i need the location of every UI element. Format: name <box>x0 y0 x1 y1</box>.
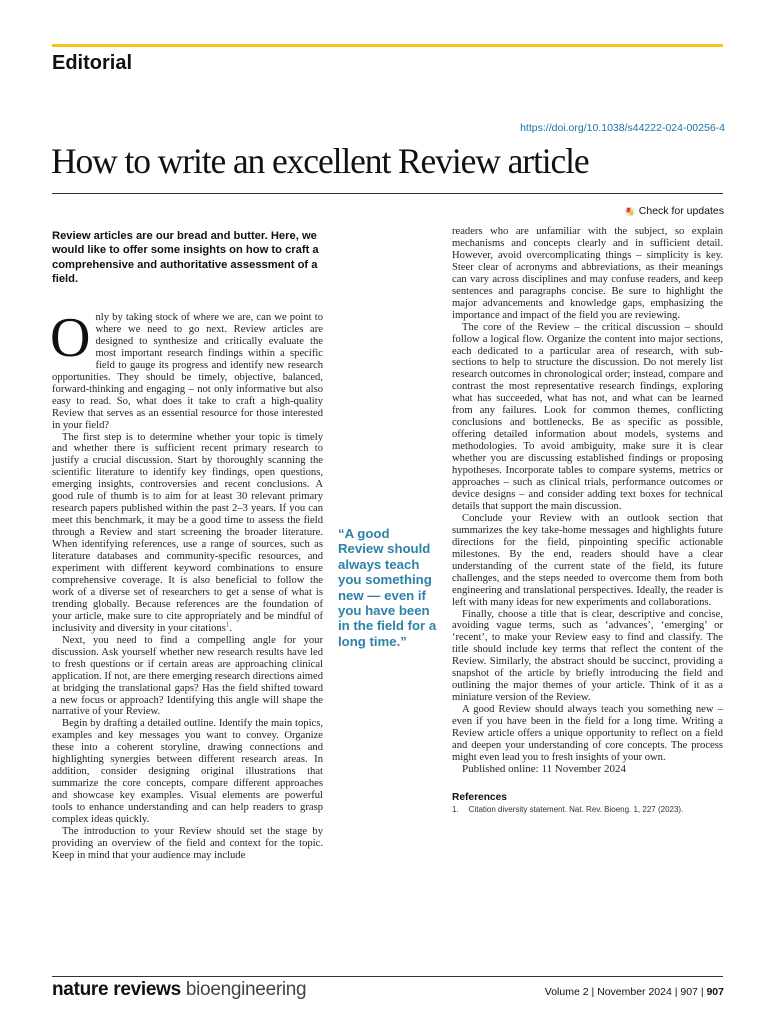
pull-quote: “A good Review should always teach you something new — even if you have been in the field for a long time.” <box>338 526 437 649</box>
check-updates-label: Check for updates <box>638 205 724 217</box>
reference-number: 1. <box>452 804 459 814</box>
body-paragraph: Only by taking stock of where we are, can we point to where we need to go next. Review articles are designed to synthesize and critically evaluate the most important research findings within a specific field to gauge its progress and identify new research opportunities. They should be timely, objective, balanced, forward-thinking and engaging – not only informative but also easy to read. So, what does it take to craft a high-quality Review that serves as an essential resource for those interested in your field? <box>50 307 323 431</box>
check-for-updates-button[interactable] <box>624 205 724 217</box>
volume-info: Volume 2 | November 2024 | 907 | <box>544 986 704 998</box>
reference-text: Citation diversity statement. Nat. Rev. Bioeng. 1, 227 (2023). <box>468 804 684 814</box>
right-column <box>452 226 723 815</box>
page-number: 907 <box>706 986 724 998</box>
journal-brand <box>52 979 306 1001</box>
references-heading: References <box>452 791 507 803</box>
title-divider <box>52 193 723 194</box>
body-paragraph: The core of the Review – the critical discussion – should follow a logical flow. Organize the content into major sections, each dedicated to a particular area of research, with sub-sections to help to structure the discussion. Do not merely list research outcomes in chronological order; instead, compare and contrast the most representative research findings, exploring what has succeeded, what has not, and what can be learned from any failures. Look for common themes, conflicting conclusions and bottlenecks. Be as specific as possible, offering detailed information about models, systems and methodologies. To avoid ambiguity, make sure it is clear whether you are discussing established findings or proposing hypotheses. Incorporate tables to compare systems, metrics or approaches – such as clinical trials, performance outcomes or device designs – and consider adding text boxes for technical details that support the main discussion. <box>452 321 723 512</box>
reference-item[interactable] <box>452 805 723 815</box>
body-paragraph: Finally, choose a title that is clear, descriptive and concise, avoiding vague terms, such as ‘advances’, ‘emerging’ or ‘recent’, to make your Review easy to find and classify. The title should include key terms that reflect the content of the Review. Similarly, the abstract should be succinct, providing a snapshot of the article by briefly introducing the field and outlining the major themes of your article. Think of it as a miniature version of the Review. <box>452 608 723 704</box>
top-accent-rule <box>52 44 723 47</box>
published-date: Published online: 11 November 2024 <box>462 762 626 775</box>
body-paragraph: A good Review should always teach you something new – even if you have been in the field for a long time. Writing a Review article offers a unique opportunity to reflect on a field and deepen your understanding of core concepts. The process might even lead you to fresh insights of your own. <box>452 704 723 763</box>
body-paragraph: Next, you need to find a compelling angle for your discussion. Ask yourself whether new research results have led to fresh questions or if certain areas are approaching clinical application. If not, are there emerging research directions aimed at bridging the translational gaps? Has the field shifted toward a new focus or approach? Identifying this angle will shape the narrative of your Review. <box>52 634 324 718</box>
body-paragraph: Conclude your Review with an outlook section that summarizes the key take-home messages and highlights future directions for the field, pinpointing specific actionable milestones. By the end, readers should have a clear understanding of the current state of the field, its future challenges, and the steps needed to overcome them from both engineering and translational perspectives. Ideally, the reader is left with many ideas for new experiments and collaborations. <box>452 512 723 608</box>
issue-info <box>545 986 724 998</box>
citation-link[interactable]: 1 <box>225 620 230 629</box>
body-paragraph: readers who are unfamiliar with the subject, so explain mechanisms and concepts clearly and in sufficient detail. However, avoid overcomplicating things – simplicity is key. Steer clear of acronyms and abbreviations, as their meanings can vary across disciplines and may confuse readers, and keep sentences and paragraphs concise. Be sure to highlight the major advancements and knowledge gaps, emphasizing the importance and impact of the field you are reviewing. <box>452 226 723 321</box>
body-paragraph: The introduction to your Review should set the stage by providing an overview of the field and context for the topic. Keep in mind that your audience may include <box>52 825 323 861</box>
section-label: Editorial <box>52 52 133 74</box>
doi-link[interactable]: https://doi.org/10.1038/s44222-024-00256-4 <box>520 122 725 134</box>
body-paragraph: The first step is to determine whether your topic is timely and whether there is sufficient recent primary research to justify a crucial discussion. Start by thoroughly scanning the scientific literature to identify key findings, open questions, emerging insights, controversies and recent conclusions. A good rule of thumb is to aim for at least 30 relevant primary research papers published within the past 2–3 years. If you can meet this benchmark, it may be a good time to assess the field through a Review and start screening the broader literature. When identifying references, use a range of sources, such as literature databases and community-specific resources, and experiment with different keyword combinations to ensure comprehensive coverage. It is also beneficial to follow the work of a diverse set of researchers to get a sense of what is trending globally. Because references are the foundation of your article, make sure to cite appropriately and be mindful of inclusivity and diversity in your citations$^1$. <box>52 431 323 634</box>
footer-divider <box>52 976 723 977</box>
brand-name: nature reviews <box>52 979 181 1000</box>
brand-subject: bioengineering <box>185 979 307 1000</box>
body-paragraph: Begin by drafting a detailed outline. Identify the main topics, examples and key messages you want to convey. Organize these into a coherent storyline, drawing connections and highlighting synergies between different research areas. In addition, consider designing original illustrations that summarize the core concepts, compare different approaches and showcase key examples. Visual elements are powerful tools to enhance understanding and can help readers to grasp complex ideas quickly. <box>52 718 323 826</box>
drop-cap: O <box>50 307 91 369</box>
left-column <box>50 307 324 862</box>
check-updates-icon <box>624 206 635 217</box>
article-title: How to write an excellent Review article <box>51 141 589 181</box>
standfirst: Review articles are our bread and butter. Here, we would like to offer some insights on how to craft a comprehensive and authoritative assessment of a field. <box>52 230 319 286</box>
